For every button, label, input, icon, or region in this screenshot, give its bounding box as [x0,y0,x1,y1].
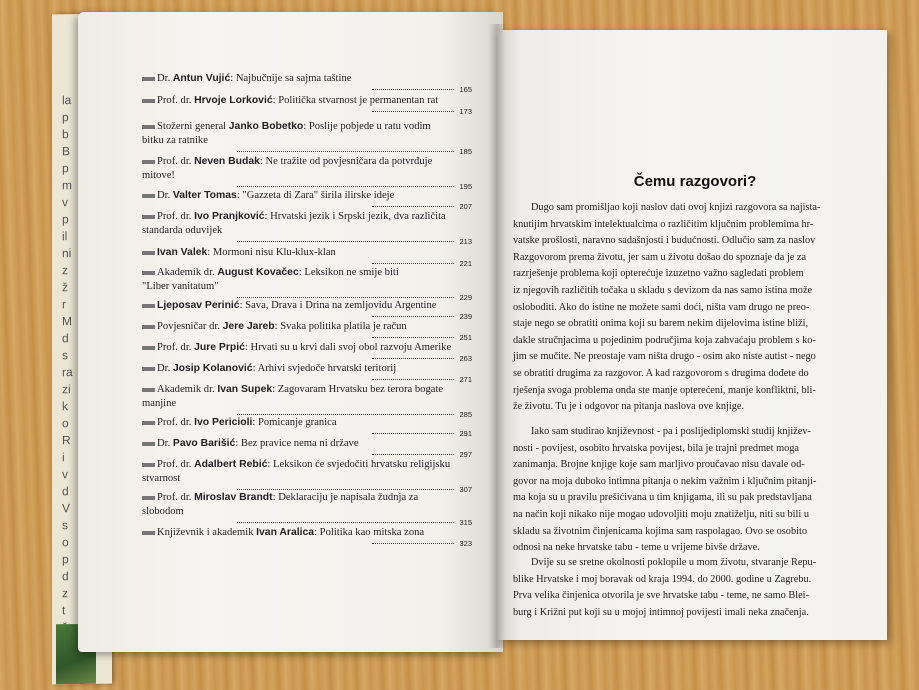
toc-bullet-bar [142,304,155,308]
underlying-book-fragment: m [62,178,72,193]
toc-entry-author: Ivo Pranjković [194,211,265,222]
toc-entry-title-continued: stvarnost [142,473,181,484]
underlying-book-fragment: p [62,110,69,125]
toc-entry [142,155,472,191]
underlying-book-fragment: v [62,467,68,482]
toc-leader-dots [372,110,454,112]
foreword-line: knutijim hrvatskim intelektualcima o različitim ključnim problemima hr- [513,218,814,230]
underlying-book-fragment: ž [62,280,68,295]
toc-entry [142,266,472,302]
toc-entry-title-prefix: Dr. [157,438,173,449]
toc-bullet-bar [142,531,155,535]
toc-bullet-bar [142,215,155,219]
toc-bullet-bar [142,194,155,198]
toc-entry-author: Jere Jareb [222,321,275,332]
toc-leader-dots [372,205,454,207]
foreword-line: jim se mučite. Ne preostaje vam ništa drugo - osim ako niste autist - nego [513,351,816,363]
toc-entry [142,383,472,419]
toc-entry-author: August Kovačec [217,267,299,278]
foreword-line: staje nego se obratiti onima koji su barem nekim dijelovima istine bliži, [513,318,809,330]
toc-bullet-bar [142,77,155,81]
toc-entry-title: : Politička stvarnost je permanentan rat [272,95,439,106]
underlying-book-fragment: s [62,518,68,533]
underlying-book-fragment: z [62,263,68,278]
toc-entry-title: : Hrvatski jezik i Srpski jezik, dva različita [264,211,446,222]
book-gutter-shadow [488,24,506,648]
underlying-book-fragment: p [62,161,69,176]
toc-page-number: 239 [459,312,472,321]
foreword-line: Prva velika činjenica otvorila je sve hrvatske tabu - teme, ne samo Blei- [513,590,809,602]
foreword-line: nosti - povijest, osobito hrvatska povijest, bila je trajni predmet moga [513,442,799,454]
underlying-book-fragment: r [62,297,66,312]
toc-entry-author: Pavo Barišić [172,438,236,449]
foreword-line: osloboditi. Ako do istine ne možete sami doći, ništa vam drugo ne preo- [513,301,810,313]
toc-entry [142,94,472,116]
toc-entry-title-continued: mitove! [142,170,175,181]
underlying-book-fragment: il [62,229,68,244]
underlying-book-fragment: V [62,501,71,516]
toc-page-number: 307 [459,485,472,494]
toc-bullet-bar [142,99,155,103]
toc-leader-dots [372,262,454,264]
toc-page-number: 271 [459,375,472,384]
toc-entry-title: : Mormoni nisu Klu-klux-klan [207,247,336,258]
underlying-book-fragment: ni [62,246,72,261]
toc-entry-title: : Politika kao mitska zona [314,527,425,538]
foreword-line: odnosi na neke hrvatske tabu - teme u vrijeme bivše države. [513,542,760,554]
toc-leader-dots [372,357,454,359]
toc-entry-title: : Zagovaram Hrvatsku bez terora bogate [272,384,444,395]
toc-entry [142,458,472,494]
toc-entry-title-continued: slobodom [142,506,184,517]
underlying-book-fragment: zi [62,382,71,397]
toc-entry-title-prefix: Akademik dr. [157,384,218,395]
toc-leader-dots [372,378,454,380]
toc-page-number: 195 [459,182,472,191]
foreword-line: se obratiti drugima za razgovor. A kad razgovorom s drugima dođete do [513,367,809,379]
underlying-book-fragment: R [62,433,71,448]
toc-entry-title: : Hrvati su u krvi dali svoj obol razvoju Amerike [244,342,452,353]
toc-bullet-bar [142,463,155,467]
underlying-book-fragment: p [62,212,69,227]
toc-bullet-bar [142,421,155,425]
underlying-book-fragment: B [62,144,71,159]
underlying-book-fragment: M [62,314,72,329]
toc-entry [142,491,472,527]
toc-page-number: 297 [459,450,472,459]
toc-leader-dots [372,453,454,455]
toc-entry-title: : Najbučnije sa sajma taštine [230,73,352,84]
foreword-line: na način koji nikako nije mogao udovoljiti moju znatiželju, niti su bili u [513,508,809,520]
toc-leader-dots [237,150,454,152]
toc-leader-dots [237,296,454,298]
toc-entry-title-prefix: Dr. [157,190,173,201]
foreword-paragraph [513,555,849,621]
foreword-line: zanimanja. Brojne knjige koje sam marljivo proučavao nisu davale od- [513,459,805,471]
toc-bullet-bar [142,325,155,329]
toc-bullet-bar [142,496,155,500]
toc-entry [142,341,472,363]
foreword-line: iz njegovih različitih točaka u skladu s devizom da nas samo istina može [513,284,813,296]
toc-entry-title-continued: manjine [142,398,177,409]
toc-leader-dots [237,240,454,242]
foreword-line: dakle stručnjacima u pojedinim područjima koja zahvaćaju problem s ko- [513,334,816,346]
foreword-paragraph [513,200,849,416]
toc-entry-author: Miroslav Brandt [194,492,273,503]
underlying-book-fragment: d [62,484,69,499]
underlying-book-fragment: p [62,552,69,567]
toc-entry-title: : Pomicanje granica [252,417,337,428]
toc-leader-dots [372,88,454,90]
toc-entry-title: : Leksikon ne smije biti [298,267,399,278]
toc-entry-title-continued: "Liber vanitatum" [142,281,219,292]
toc-entry-title-prefix: Prof. dr. [157,342,195,353]
toc-entry-author: Ivan Aralica [256,527,315,538]
toc-bullet-bar [142,346,155,350]
toc-entry-title-prefix: Prof. dr. [157,156,195,167]
toc-entry-author: Neven Budak [194,156,260,167]
toc-leader-dots [237,488,454,490]
toc-entry-author: Adalbert Rebić [194,459,268,470]
toc-entry [142,246,472,268]
toc-entry-author: Ivo Pericioli [194,417,253,428]
toc-bullet-bar [142,271,155,275]
toc-entry-title-prefix: Akademik dr. [157,267,218,278]
toc-leader-dots [372,432,454,434]
foreword-line: že životu. Tu je i odgovor na pitanja naslova ove knjige. [513,401,745,413]
toc-entry-title: : "Gazzeta di Zara" širila ilirske ideje [236,190,395,201]
toc-leader-dots [237,521,454,523]
toc-leader-dots [372,336,454,338]
toc-entry-author: Valter Tomas [172,190,237,201]
toc-entry-title-prefix: Prof. dr. [157,417,195,428]
toc-entry-title-prefix: Dr. [157,363,173,374]
foreword-line: rješenja svoga problema onda ste manje opterećeni, manje konfliktni, bli- [513,384,816,396]
toc-entry [142,189,472,211]
toc-entry-title: : Deklaraciju je napisala žudnja za [272,492,419,503]
toc-entry [142,320,472,342]
toc-leader-dots [237,185,454,187]
underlying-book-fragment: la [62,93,72,108]
toc-bullet-bar [142,388,155,392]
toc-entry-title: : Poslije pobjede u ratu vodim [303,121,431,132]
toc-bullet-bar [142,160,155,164]
toc-page-number: 185 [459,147,472,156]
foreword-line: Dvije su se sretne okolnosti poklopile u mom životu, stvaranje Repu- [531,557,817,568]
toc-bullet-bar [142,367,155,371]
toc-entry-title: : Svaka politika platila je račun [274,321,407,332]
foreword-line: govor na moja duboko intimna pitanja o nekim važnim i ključnim pitanji- [513,475,817,487]
toc-page-number: 315 [459,518,472,527]
toc-entry [142,437,472,459]
underlying-book-fragment: k [62,399,68,414]
toc-entry-author: Ivan Valek [157,247,208,258]
underlying-book-fragment: t [62,603,66,618]
toc-page-number: 213 [459,237,472,246]
toc-entry [142,210,472,246]
underlying-book-fragment: d [62,331,69,346]
toc-leader-dots [372,315,454,317]
toc-page-number: 251 [459,333,472,342]
toc-page-number: 291 [459,429,472,438]
foreword-line: vatske prošlosti, naravno sadašnjosti i budućnosti. Odlučio sam za naslov [513,235,816,247]
foreword-line: blike Hrvatske i moj boravak od kraja 1994. do 2000. godine u Zagrebu. [513,573,812,585]
foreword-line: razrješenje problema koji opterećuje izuzetno važno sagledati problem [513,268,804,280]
toc-entry-author: Antun Vujić [172,73,231,84]
toc-page-number: 285 [459,410,472,419]
underlying-book-fragment: ra [62,365,73,380]
foreword-line: Razgovorom prema životu, jer sam u životu došao do spoznaje da je za [513,251,807,263]
toc-entry-title: : Sava, Drava i Drina na zemljovidu Argentine [239,300,437,311]
toc-entry-title-prefix: Prof. dr. [157,95,195,106]
toc-page-number: 207 [459,202,472,211]
toc-entry-author: Hrvoje Lorković [194,95,273,106]
toc-entry-title: : Ne tražite od povjesničara da potvrđuje [259,156,433,167]
toc-page-number: 221 [459,259,472,268]
toc-page-number: 229 [459,293,472,302]
toc-bullet-bar [142,125,155,129]
toc-entry-title: : Arhivi svjedoče hrvatski teritorij [252,363,397,374]
toc-page-number: 173 [459,107,472,116]
toc-entry-title-continued: standarda oduvijek [142,225,223,236]
toc-entry-author: Jure Prpić [194,342,245,353]
toc-entry [142,526,472,548]
toc-entry [142,120,472,156]
foreword-line: burg i Križni put koji su u mojoj intimnoj povijesti imali neka značenja. [513,606,809,618]
toc-entry-title-continued: bitku za ratnike [142,135,208,146]
underlying-book-fragment: d [62,569,69,584]
toc-entry-title: : Leksikon će svjedočiti hrvatsku religijsku [267,459,451,470]
foreword-line: skladu sa životnim činjenicama kojima sam raspolagao. Ovo se osobito [513,525,807,537]
toc-entry-title-prefix: Dr. [157,73,173,84]
underlying-book-fragment: o [62,416,69,431]
toc-page-number: 165 [459,85,472,94]
toc-entry-title-prefix: Stožerni general [157,121,229,132]
toc-entry-title-prefix: Prof. dr. [157,492,195,503]
toc-entry-author: Ivan Supek [217,384,273,395]
underlying-book-fragment: o [62,535,69,550]
toc-leader-dots [237,413,454,415]
toc-entry [142,416,472,438]
foreword-line: Iako sam studirao književnost - pa i poslijediplomski studij književ- [531,426,811,437]
underlying-book-fragment: v [62,195,68,210]
toc-entry [142,72,472,94]
underlying-book-fragment: z [62,586,68,601]
toc-entry-title-prefix: Prof. dr. [157,211,195,222]
toc-leader-dots [372,542,454,544]
toc-entry-author: Ljeposav Perinić [157,300,240,311]
toc-entry-title-prefix: Povjesničar dr. [157,321,223,332]
page-heading: Čemu razgovori? [633,173,757,190]
foreword-line: ma koja su u pravilu prešićivana u tim knjigama, ili su pak predstavljana [513,492,812,504]
toc-entry-title-prefix: Prof. dr. [157,459,195,470]
foreword-line: Dugo sam promišljao koji naslov dati ovoj knjizi razgovora sa najista- [531,202,821,213]
toc-entry-title: : Bez pravice nema ni države [235,438,359,449]
toc-page-number: 323 [459,539,472,548]
toc-entry-title-prefix: Književnik i akademik [157,527,257,538]
underlying-book-fragment: i [62,450,65,465]
underlying-book-fragment: s [62,348,68,363]
toc-bullet-bar [142,442,155,446]
underlying-book-fragment: b [62,127,69,142]
toc-page-number: 263 [459,354,472,363]
toc-bullet-bar [142,251,155,255]
toc-entry [142,299,472,321]
toc-entry-author: Janko Bobetko [228,121,304,132]
foreword-paragraph [513,424,849,557]
toc-entry-author: Josip Kolanović [172,363,253,374]
toc-entry [142,362,472,384]
